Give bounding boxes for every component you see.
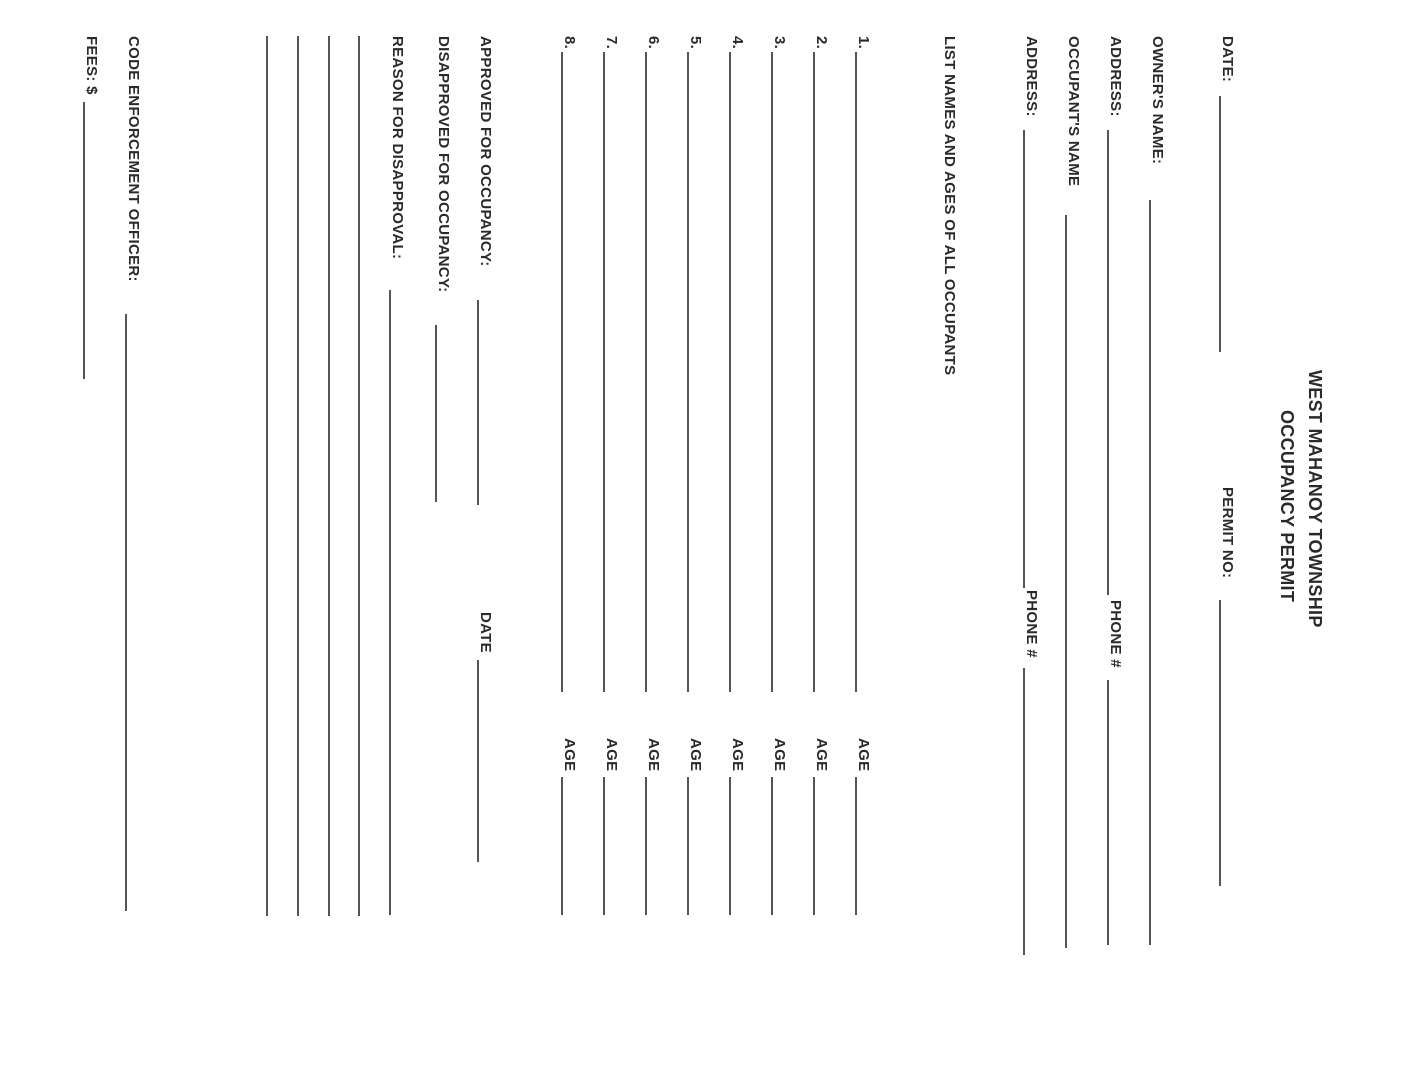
occupant-name-field[interactable] [855, 52, 857, 692]
fees-label: FEES: $ [83, 36, 100, 95]
occupant-name-field[interactable] [729, 52, 731, 692]
permit-no-label: PERMIT NO: [1219, 487, 1236, 579]
reason-field-line-2[interactable] [358, 36, 360, 916]
owners-name-label: OWNER'S NAME: [1149, 36, 1166, 165]
owner-address-label: ADDRESS: [1107, 36, 1124, 117]
occupants-name-field[interactable] [1065, 215, 1067, 948]
occupant-age-label: AGE [729, 738, 746, 772]
occupant-age-field[interactable] [645, 777, 647, 915]
officer-label: CODE ENFORCEMENT OFFICER: [125, 36, 142, 282]
owner-phone-field[interactable] [1107, 680, 1109, 945]
occupant-address-field[interactable] [1023, 130, 1025, 588]
occupant-number: 5. [687, 36, 704, 50]
occupant-name-field[interactable] [561, 52, 563, 692]
occupant-age-field[interactable] [561, 777, 563, 915]
occupant-address-label: ADDRESS: [1023, 36, 1040, 117]
form-title-line1: WEST MAHANOY TOWNSHIP [1305, 370, 1325, 628]
fees-field[interactable] [83, 102, 85, 379]
occupant-number: 6. [645, 36, 662, 50]
occupants-heading: LIST NAMES AND AGES OF ALL OCCUPANTS [941, 36, 958, 376]
occupant-phone-field[interactable] [1023, 668, 1025, 955]
reason-label: REASON FOR DISAPPROVAL: [389, 36, 406, 260]
occupants-name-label: OCCUPANT'S NAME [1065, 36, 1082, 187]
owners-name-field[interactable] [1149, 200, 1151, 945]
occupant-age-label: AGE [561, 738, 578, 772]
reason-field-line-4[interactable] [297, 36, 299, 916]
occupant-age-label: AGE [645, 738, 662, 772]
owner-address-field[interactable] [1107, 130, 1109, 595]
occupant-age-label: AGE [687, 738, 704, 772]
occupant-number: 1. [855, 36, 872, 50]
approved-date-field[interactable] [477, 660, 479, 862]
occupant-name-field[interactable] [813, 52, 815, 692]
occupant-number: 8. [561, 36, 578, 50]
occupant-age-field[interactable] [687, 777, 689, 915]
form-title-line2: OCCUPANCY PERMIT [1277, 410, 1297, 603]
occupant-phone-label: PHONE # [1023, 590, 1040, 658]
disapproved-field[interactable] [435, 325, 437, 502]
occupant-number: 2. [813, 36, 830, 50]
occupant-name-field[interactable] [645, 52, 647, 692]
occupant-age-label: AGE [603, 738, 620, 772]
date-label: DATE: [1219, 36, 1236, 83]
occupant-name-field[interactable] [603, 52, 605, 692]
reason-field-line-5[interactable] [266, 36, 268, 916]
occupant-name-field[interactable] [771, 52, 773, 692]
occupant-age-field[interactable] [729, 777, 731, 915]
occupant-number: 3. [771, 36, 788, 50]
officer-field[interactable] [125, 314, 127, 911]
reason-field-line-1[interactable] [389, 290, 391, 915]
occupant-age-label: AGE [813, 738, 830, 772]
occupant-number: 7. [603, 36, 620, 50]
permit-no-field[interactable] [1219, 600, 1221, 886]
occupant-age-field[interactable] [771, 777, 773, 915]
approved-date-label: DATE [477, 612, 494, 653]
occupant-number: 4. [729, 36, 746, 50]
owner-phone-label: PHONE # [1107, 600, 1124, 668]
occupant-age-field[interactable] [813, 777, 815, 915]
approved-field[interactable] [477, 300, 479, 505]
occupant-age-field[interactable] [855, 777, 857, 915]
occupant-name-field[interactable] [687, 52, 689, 692]
occupant-age-label: AGE [771, 738, 788, 772]
occupant-age-field[interactable] [603, 777, 605, 915]
reason-field-line-3[interactable] [328, 36, 330, 916]
occupant-age-label: AGE [855, 738, 872, 772]
date-field[interactable] [1219, 96, 1221, 352]
disapproved-label: DISAPPROVED FOR OCCUPANCY: [435, 36, 452, 293]
approved-label: APPROVED FOR OCCUPANCY: [477, 36, 494, 267]
